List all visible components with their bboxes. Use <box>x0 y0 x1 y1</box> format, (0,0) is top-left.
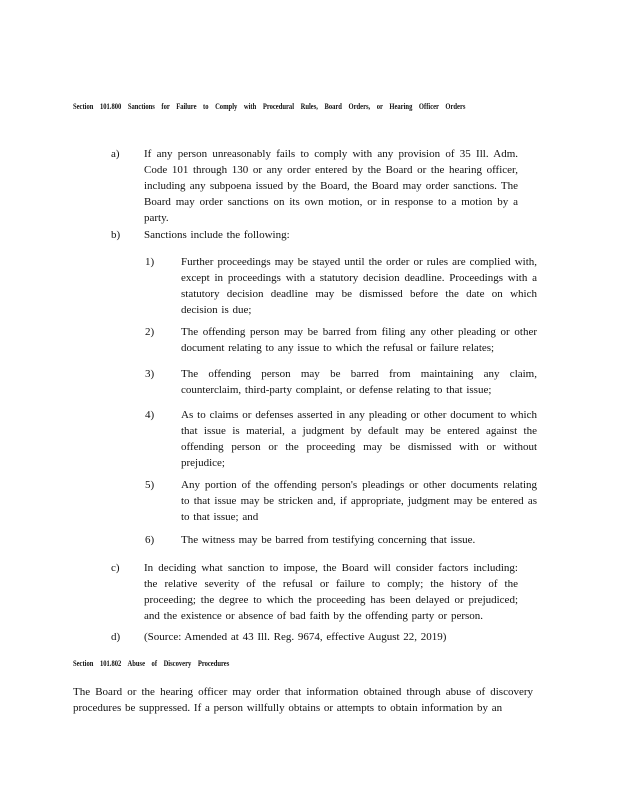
section-2-body: The Board or the hearing officer may order that information obtained through abuse of discovery procedures be suppressed. If a person willfully obtains or attempts to obtain information by an <box>73 686 533 714</box>
section-heading-2: Section 101.802 Abuse of Discovery Procedures <box>73 659 230 668</box>
item-marker-d: d) <box>111 631 121 643</box>
item-text-c: In deciding what sanction to impose, the Board will consider factors including: the relative severity of the refusal or failure to comply; the history of the proceeding; the degree to which the proceeding has been delayed or prejudiced; and the existence or absence of bad faith by the offending party or person. <box>144 562 518 622</box>
sanction-text-6: The witness may be barred from testifying concerning that issue. <box>181 534 476 546</box>
item-marker-a: a) <box>111 148 120 160</box>
sanction-marker-1: 1) <box>145 256 155 268</box>
sanction-marker-2: 2) <box>145 326 155 338</box>
source-note: (Source: Amended at 43 Ill. Reg. 9674, effective August 22, 2019) <box>144 631 447 643</box>
item-text-a: If any person unreasonably fails to comply with any provision of 35 Ill. Adm. Code 101 through 130 or any order entered by the Board or the hearing officer, including any subpoena issued by the Board, the Board may order sanctions. The Board may order sanctions on its own motion, or in response to a motion by a party. <box>144 148 518 224</box>
item-text-b: Sanctions include the following: <box>144 229 290 241</box>
sanction-text-3: The offending person may be barred from maintaining any claim, counterclaim, third-party complaint, or defense relating to that issue; <box>181 368 537 396</box>
sanction-text-5: Any portion of the offending person's pleadings or other documents relating to that issue may be stricken and, if appropriate, judgment may be entered as to that issue; and <box>181 479 537 523</box>
sanction-marker-4: 4) <box>145 409 155 421</box>
item-marker-b: b) <box>111 229 121 241</box>
sanction-marker-3: 3) <box>145 368 155 380</box>
sanction-text-4: As to claims or defenses asserted in any pleading or other document to which that issue is material, a judgment by default may be entered against the offending person or the proceeding may be dismissed with or without prejudice; <box>181 409 537 469</box>
sanction-marker-6: 6) <box>145 534 155 546</box>
sanction-text-1: Further proceedings may be stayed until the order or rules are complied with, except in proceedings with a statutory decision deadline. Proceedings with a statutory decision deadline may be dismissed before the date on which decision is due; <box>181 256 537 316</box>
sanction-text-2: The offending person may be barred from filing any other pleading or other document relating to any issue to which the refusal or failure relates; <box>181 326 537 354</box>
item-marker-c: c) <box>111 562 120 574</box>
section-heading: Section 101.800 Sanctions for Failure to Comply with Procedural Rules, Board Orders, or Hearing Officer Orders <box>73 102 466 111</box>
sanction-marker-5: 5) <box>145 479 155 491</box>
